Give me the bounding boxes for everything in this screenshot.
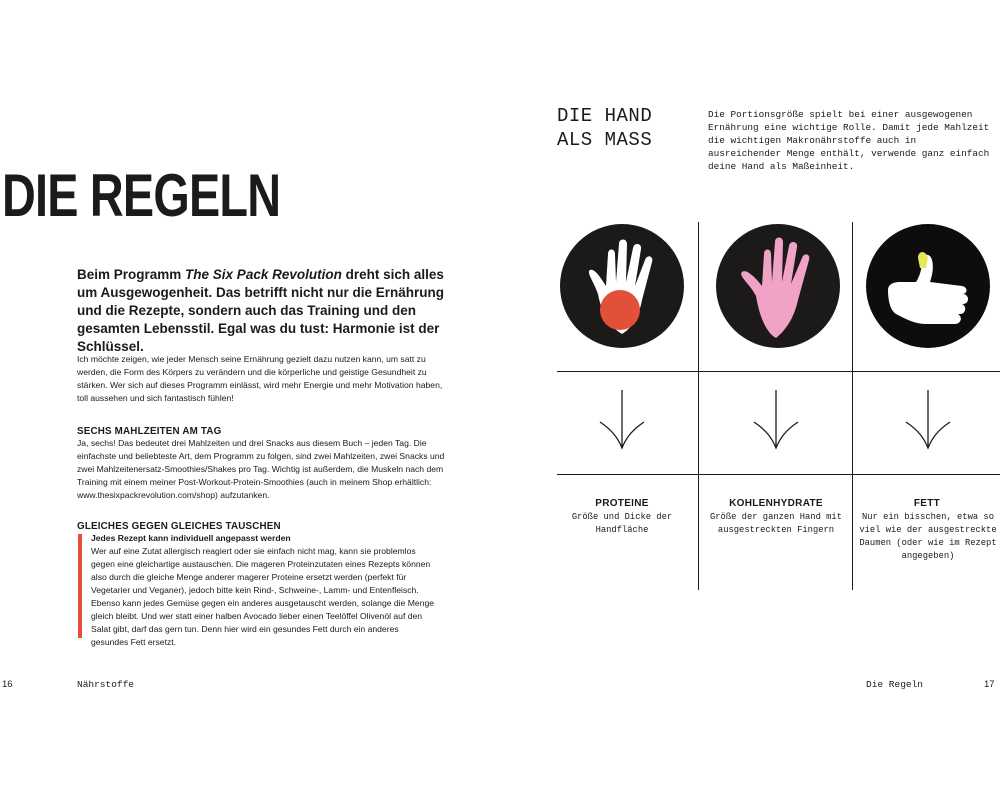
section-subheading-swap: Jedes Rezept kann individuell angepasst werden [91, 533, 291, 543]
grid-divider-vertical-1 [698, 222, 699, 590]
grid-divider-horizontal-2 [557, 474, 1000, 475]
book-title: The Six Pack Revolution [185, 267, 342, 282]
arrow-down-icon [752, 390, 800, 452]
page-number-left: 16 [2, 679, 13, 690]
arrow-down-icon [598, 390, 646, 452]
carbs-heading: KOHLENHYDRATE [729, 498, 823, 509]
running-head-right: Die Regeln [866, 679, 924, 690]
fat-heading: FETT [913, 498, 941, 509]
intro-text-end: dreht sich alles um Ausgewogenheit. Das betrifft nicht nur die Ernährung und die Rezepte, sondern auch das Training und den gesamten Lebensstil. Egal was du tust: Harmonie ist der Schlüssel. [77, 267, 445, 354]
page-title: DIE REGELN [2, 162, 281, 229]
carbs-description: Größe der ganzen Hand mit ausgestreckten Fingern [710, 512, 842, 535]
thumbs-up-icon [866, 224, 990, 348]
section-text-meals: Ja, sechs! Das bedeutet drei Mahlzeiten und drei Snacks aus diesem Buch – jeden Tag. Die einfachste und beliebteste Art, dem Programm zu folgen, sind zwei Mahlzeiten, zwei Snacks und zwei Mahlzeitenersatz-Smoothies/Shakes pro Tag. Wichtig ist außerdem, die Muskeln nach dem Training mit einem meiner Post-Workout-Protein-Smoothies (auch in meinem Shop erhältlich: www.thesixpackrevolution.com/shop) aufzutanken. [77, 438, 445, 500]
section-heading-swap: GLEICHES GEGEN GLEICHES TAUSCHEN [77, 521, 281, 532]
arrow-down-icon [904, 390, 952, 452]
protein-heading: PROTEINE [595, 498, 649, 509]
body-paragraph: Ich möchte zeigen, wie jeder Mensch seine Ernährung gezielt dazu nutzen kann, um satt zu werden, die Form des Körpers zu verändern und die körperliche und geistige Gesundheit zu stärken. Wer sich auf dieses Programm einlässt, wird mehr Energie und mehr Motivation haben, toll aussehen und sich fantastisch fühlen! [77, 354, 443, 403]
accent-bar [78, 534, 82, 638]
open-hand-icon [716, 224, 840, 348]
grid-divider-horizontal-1 [557, 371, 1000, 372]
section-heading-meals: SECHS MAHLZEITEN AM TAG [77, 426, 222, 437]
grid-divider-vertical-2 [852, 222, 853, 590]
palm-circle-icon [560, 224, 684, 348]
protein-description: Größe und Dicke der Handfläche [571, 512, 673, 535]
intro-text-start: Beim Programm [77, 267, 186, 282]
hand-section-title: DIE HAND ALS MASS [557, 105, 653, 151]
page-number-right: 17 [984, 679, 995, 690]
section-text-swap: Wer auf eine Zutat allergisch reagiert oder sie einfach nicht mag, kann sie problemlos gegen eine gleichartige austauschen. Die mageren Proteinzutaten eines Rezepts können also durch die gleiche Menge anderer magerer Proteine ersetzt werden (perfekt für Vegetarier und Veganer), jedoch bitte kein Rind-, Schweine-, Lamm- und Entenfleisch. Ebenso kann jedes Gemüse gegen ein anderes ausgetauscht werden, solange die Menge gleich bleibt. Und wer statt einer halben Avocado lieber einen Teelöffel Olivenöl auf den Salat gibt, darf das gern tun. Denn hier wird ein gesundes Fett durch ein anderes gesundes Fett ersetzt. [91, 546, 435, 647]
hand-section-description: Die Portionsgröße spielt bei einer ausgewogenen Ernährung eine wichtige Rolle. Damit jede Mahlzeit die wichtigen Makronährstoffe auch in ausreichender Menge enthält, verwende ganz einfach deine Hand als Maßeinheit. [708, 109, 990, 172]
intro-paragraph [77, 266, 449, 356]
running-head-left: Nährstoffe [77, 679, 135, 690]
fat-description: Nur ein bisschen, etwa so viel wie der ausgestreckte Daumen (oder wie im Rezept angegeben) [859, 512, 997, 561]
